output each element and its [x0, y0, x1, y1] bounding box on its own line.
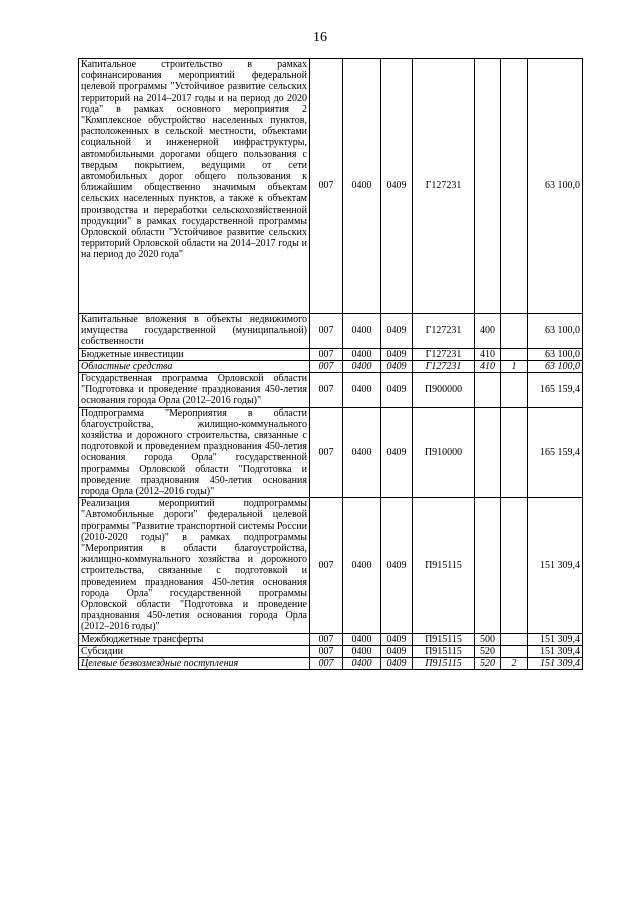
table-row	[79, 59, 583, 314]
expense-type-code: 520	[475, 658, 501, 670]
section-code: 0400	[343, 314, 381, 349]
amount: 165 159,4	[528, 373, 583, 408]
source-code	[501, 407, 528, 498]
ministry-code: 007	[310, 59, 343, 314]
table-row	[79, 360, 583, 372]
row-name: Межбюджетные трансферты	[79, 633, 310, 645]
subsection-code: 0409	[381, 314, 413, 349]
subsection-code: 0409	[381, 59, 413, 314]
amount: 63 100,0	[528, 314, 583, 349]
ministry-code: 007	[310, 314, 343, 349]
section-code: 0400	[343, 645, 381, 657]
source-code	[501, 498, 528, 633]
amount: 151 309,4	[528, 658, 583, 670]
budget-table	[78, 58, 583, 670]
row-name: Бюджетные инвестиции	[79, 348, 310, 360]
source-code	[501, 373, 528, 408]
row-name: Областные средства	[79, 360, 310, 372]
amount: 63 100,0	[528, 360, 583, 372]
target-code: П910000	[413, 407, 475, 498]
subsection-code: 0409	[381, 633, 413, 645]
amount: 63 100,0	[528, 59, 583, 314]
row-name: Реализация мероприятий подпрограммы "Автомобильные дороги" федеральной целевой программы "Развитие транспортной системы России (2010-2020 годы)" в рамках подпрограммы "Мероприятия в области благоустройства, жилищно-коммунального хозяйства и дорожного строительства, связанные с подготовкой и проведением празднования 450-летия основания города Орла" государственной программы Орловской области "Подготовка и проведение празднования 450-летия основания города Орла (2012–2016 годы)"	[79, 498, 310, 633]
amount: 63 100,0	[528, 348, 583, 360]
subsection-code: 0409	[381, 658, 413, 670]
amount: 151 309,4	[528, 498, 583, 633]
source-code	[501, 645, 528, 657]
ministry-code: 007	[310, 498, 343, 633]
expense-type-code: 400	[475, 314, 501, 349]
target-code: П915115	[413, 498, 475, 633]
ministry-code: 007	[310, 633, 343, 645]
amount: 165 159,4	[528, 407, 583, 498]
target-code: Г127231	[413, 314, 475, 349]
target-code: Г127231	[413, 348, 475, 360]
amount: 151 309,4	[528, 633, 583, 645]
source-code	[501, 59, 528, 314]
target-code: Г127231	[413, 360, 475, 372]
section-code: 0400	[343, 360, 381, 372]
source-code	[501, 348, 528, 360]
row-name: Подпрограмма "Мероприятия в области благоустройства, жилищно-коммунального хозяйства и дорожного строительства, связанные с подготовкой и проведением празднования 450-летия основания города Орла" государственной программы Орловской области "Подготовка и проведение празднования 450-летия основания города Орла (2012–2016 годы)"	[79, 407, 310, 498]
table-row	[79, 633, 583, 645]
table-row	[79, 348, 583, 360]
expense-type-code	[475, 498, 501, 633]
subsection-code: 0409	[381, 360, 413, 372]
table-row	[79, 498, 583, 633]
row-name: Субсидии	[79, 645, 310, 657]
ministry-code: 007	[310, 373, 343, 408]
target-code: Г127231	[413, 59, 475, 314]
table-row	[79, 658, 583, 670]
ministry-code: 007	[310, 645, 343, 657]
row-name: Государственная программа Орловской области "Подготовка и проведение празднования 450-летия основания города Орла (2012–2016 годы)"	[79, 373, 310, 408]
source-code: 1	[501, 360, 528, 372]
ministry-code: 007	[310, 658, 343, 670]
target-code: П900000	[413, 373, 475, 408]
table-row	[79, 407, 583, 498]
section-code: 0400	[343, 658, 381, 670]
section-code: 0400	[343, 633, 381, 645]
expense-type-code: 500	[475, 633, 501, 645]
expense-type-code	[475, 407, 501, 498]
ministry-code: 007	[310, 407, 343, 498]
target-code: П915115	[413, 645, 475, 657]
expense-type-code: 410	[475, 360, 501, 372]
section-code: 0400	[343, 59, 381, 314]
subsection-code: 0409	[381, 373, 413, 408]
subsection-code: 0409	[381, 407, 413, 498]
table-row	[79, 314, 583, 349]
expense-type-code: 410	[475, 348, 501, 360]
ministry-code: 007	[310, 360, 343, 372]
row-name: Капитальные вложения в объекты недвижимого имущества государственной (муниципальной) собственности	[79, 314, 310, 349]
page-number: 16	[313, 30, 327, 45]
source-code	[501, 633, 528, 645]
source-code: 2	[501, 658, 528, 670]
subsection-code: 0409	[381, 348, 413, 360]
row-name: Капитальное строительство в рамках софинансирования мероприятий федеральной целевой программы "Устойчивое развитие сельских территорий на 2014–2017 годы и на период до 2020 года" в рамках основного мероприятия 2 "Комплексное обустройство населенных пунктов, расположенных в сельской местности, объектами социальной и инженерной инфраструктуры, автомобильными дорогами общего пользования с твердым покрытием, ведущими от сети автомобильных дорог общего пользования к ближайшим общественно значимым объектам сельских населенных пунктов, а также к объектам производства и переработки сельскохозяйственной продукции" в рамках государственной программы Орловской области "Устойчивое развитие сельских территорий Орловской области на 2014–2017 годы и на период до 2020 года"	[79, 59, 310, 314]
expense-type-code	[475, 373, 501, 408]
subsection-code: 0409	[381, 498, 413, 633]
section-code: 0400	[343, 373, 381, 408]
subsection-code: 0409	[381, 645, 413, 657]
expense-type-code	[475, 59, 501, 314]
ministry-code: 007	[310, 348, 343, 360]
section-code: 0400	[343, 348, 381, 360]
row-name: Целевые безвозмездные поступления	[79, 658, 310, 670]
table-row	[79, 645, 583, 657]
expense-type-code: 520	[475, 645, 501, 657]
source-code	[501, 314, 528, 349]
amount: 151 309,4	[528, 645, 583, 657]
target-code: П915115	[413, 633, 475, 645]
section-code: 0400	[343, 407, 381, 498]
table-row	[79, 373, 583, 408]
target-code: П915115	[413, 658, 475, 670]
section-code: 0400	[343, 498, 381, 633]
